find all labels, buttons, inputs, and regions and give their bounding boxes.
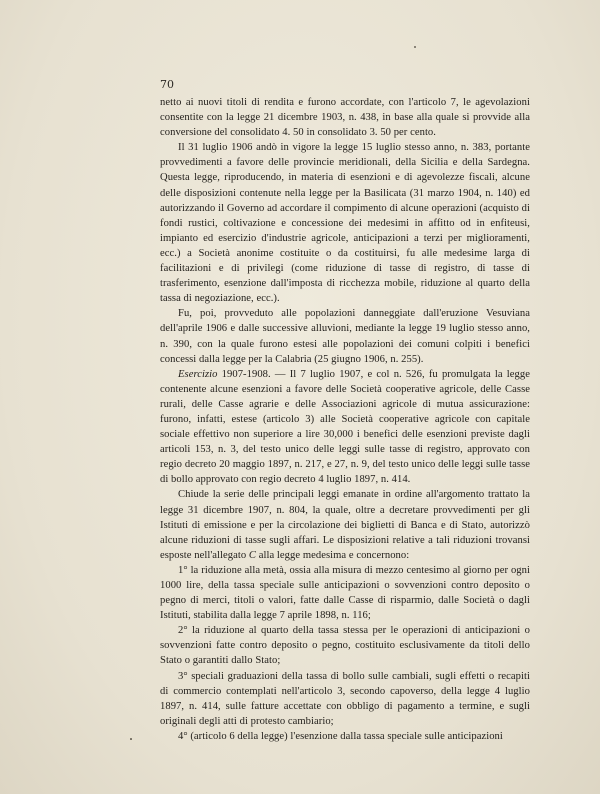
paragraph <box>160 140 530 306</box>
paragraph <box>160 367 530 488</box>
italic-text: C <box>248 549 257 561</box>
text-run: Il 31 luglio 1906 andò in vigore la legge 15 luglio stesso anno, n. 383, portante provvedimenti a favore delle provincie meridionali, della Sicilia e della Sardegna. Questa legge, riproducendo, in materia di esenzioni e di agevolezze fiscali, alcune delle disposizioni contenute nella legge per la Basilicata (31 marzo 1904, n. 140) ed autorizzando il Governo ad accordare il compimento di alcune operazioni (acquisto di fondi rustici, coltivazione e concessione dei medesimi in affitto od in enfiteusi, impianto ed esercizio d'industrie agricole, anticipazioni a terzi per miglioramenti, ecc.) a Società anonime costituite o da costituirsi, fu alle medesime larga di facilitazioni e di privilegi (come riduzione di tasse di registro, di tasse di trasferimento, esenzione dall'imposta di ricchezza mobile, riduzione al quarto della tassa di negoziazione, ecc.). <box>160 142 530 305</box>
text-run: 3° speciali graduazioni della tassa di bollo sulle cambiali, sugli effetti o recapiti di commercio contemplati nell'articolo 3, secondo capoverso, della legge 4 luglio 1897, n. 414, sulle fatture accettate con obbligo di pagamento a termine, e sugli originali degli atti di protesto cambiario; <box>160 670 530 727</box>
text-run: 1907-1908. — Il 7 luglio 1907, e col n. 526, fu promulgata la legge contenente alcune esenzioni a favore delle Società cooperative agricole, delle Casse rurali, delle Casse agrarie e delle Associazioni agricole di mutua assicurazione: furono, infatti, estese (articolo 3) alle Società cooperative agricole con capitale sociale effettivo non superiore a lire 30,000 i benefici delle esenzioni previste dagli articoli 153, n. 3, del testo unico delle leggi sulle tasse di registro, approvato con regio decreto 20 maggio 1897, n. 217, e 27, n. 9, del testo unico delle leggi sulle tasse di bollo approvato con regio decreto 4 luglio 1897, n. 414. <box>160 368 530 486</box>
paragraph <box>160 669 530 729</box>
paragraph <box>160 306 530 366</box>
page-number: 70 <box>160 78 174 91</box>
text-run: 4° (articolo 6 della legge) l'esenzione dalla tassa speciale sulle anticipazioni <box>178 730 503 742</box>
text-run: 1° la riduzione alla metà, ossia alla misura di mezzo centesimo al giorno per ogni 1000 lire, della tassa speciale sulle anticipazioni o sovvenzioni contro deposito o pegno di merci, titoli o valori, fatte dalle Casse di risparmio, dalle Società o dagli Istituti, stabilita dalla legge 7 aprile 1898, n. 116; <box>160 564 530 622</box>
text-run: 2° la riduzione al quarto della tassa stessa per le operazioni di anticipazioni o sovvenzioni fatte contro deposito o pegno, costituito esclusivamente da titoli dello Stato o garantiti dallo Stato; <box>160 625 530 667</box>
paragraph <box>160 729 530 744</box>
paragraph <box>160 95 530 140</box>
paragraph <box>160 487 530 562</box>
paper-speck <box>130 738 132 740</box>
text-run: netto ai nuovi titoli di rendita e furono accordate, con l'articolo 7, le agevolazioni consentite con la legge 21 dicembre 1903, n. 438, in base alla quale si provvide alla conversione del consolidato 4. 50 in consolidato 3. 50 per cento. <box>160 97 530 139</box>
text-run: alla legge medesima e concernono: <box>256 549 410 561</box>
paper-speck <box>414 46 416 48</box>
paragraph <box>160 623 530 668</box>
paragraph <box>160 563 530 623</box>
body-text <box>160 95 530 744</box>
text-run: Fu, poi, provveduto alle popolazioni danneggiate dall'eruzione Vesuviana dell'aprile 1906 e dalle successive alluvioni, mediante la legge 19 luglio stesso anno, n. 390, con la quale furono estesi alle popolazioni dei comuni colpiti i benefici concessi dalla legge per la Calabria (25 giugno 1906, n. 255). <box>160 308 530 365</box>
text-run: Chiude la serie delle principali leggi emanate in ordine all'argomento trattato la legge 31 dicembre 1907, n. 804, la quale, oltre a decretare provvedimenti per gli Istituti di emissione e per la circolazione dei biglietti di Banca e di Stato, autorizzò alcune riduzioni di tasse sugli affari. Le disposizioni relative a tali riduzioni trovansi esposte nell'allegato <box>160 489 530 561</box>
italic-text: Esercizio <box>178 368 218 380</box>
